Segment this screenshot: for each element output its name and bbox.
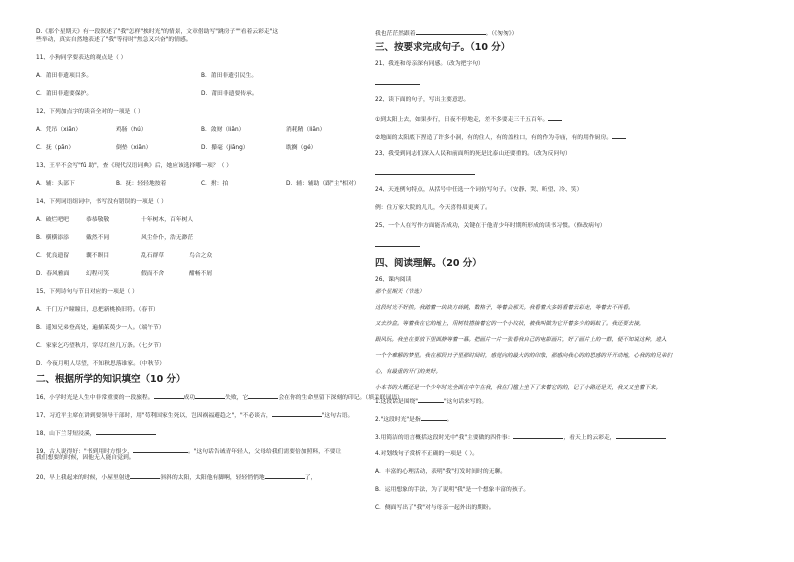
q26-1-text-1: 1.这段话是围绕" <box>375 399 418 405</box>
q16-blank-3[interactable] <box>248 392 278 399</box>
q26-3-blank-1[interactable] <box>513 432 563 439</box>
q14-d-1: D．春风雅面 <box>36 271 70 277</box>
q20-text-2: 斜斜的太阳，太阳他有脚啊，轻轻悄悄地 <box>160 475 265 481</box>
q24-example: 例：住万家大院的儿儿，今天喜得眉更爽了。 <box>375 205 491 211</box>
q12-row-1 <box>36 126 376 134</box>
q26-3-text-2: ，看天上的云彩走， <box>563 435 616 441</box>
q16-text-1: 16、小学时光是人生中非常重要的一段旅程。 <box>36 395 154 401</box>
q19-blank[interactable] <box>133 446 188 453</box>
q15-option-d: D．今夜月明人尽望，不知秋思落谁家。（中秋节） <box>36 361 166 367</box>
q17-blank[interactable] <box>272 410 322 417</box>
q25: 25、一个人在写作方面能否成功，关键在于他青少年时期所形成的读书习惯。（修改病句） <box>375 223 606 229</box>
q12-option-b-word2: 消耗精（liān） <box>286 127 326 133</box>
q20-cont-text-2: 。（《匆匆》） <box>485 31 518 37</box>
q15-option-b: B．遥知兄弟登高处，遍插茱萸少一人。（端午节） <box>36 325 165 331</box>
q14-a-1: A．破烂吧吧 <box>36 217 69 223</box>
q13-option-c: C．拊：拍 <box>201 181 229 187</box>
q26-1-blank[interactable] <box>418 396 444 403</box>
q10-continuation-line-2: 些举动，真实自然地表述了"我"等待时"焦急又兴奋"的情感。 <box>36 37 192 43</box>
q14-d-4: 酣畅不屑 <box>189 271 213 277</box>
q22-stem: 22、读下面的句子，写出主要意思。 <box>375 97 470 103</box>
q11-option-a: A．莆田非遗项目多。 <box>36 73 93 79</box>
q12-option-b: B．敛财（liǎn） <box>201 127 245 133</box>
q14-d-3: 假而不舍 <box>141 271 165 277</box>
q14-row-d <box>36 270 376 278</box>
q10-continuation-line-1: D.《那个星期天》有一段叙述了"我"怎样"挨时光"的情景，文章借助写"跳房子""看着云彩走"这 <box>36 29 279 35</box>
q20-text-1: 20、早上我起来的时候，小屋里射进 <box>36 475 131 481</box>
reading-title: 那个星期天（节选） <box>375 289 425 295</box>
section-4-heading: 四、阅读理解。（20 分） <box>375 258 482 269</box>
q20 <box>36 472 376 480</box>
q22-sentence-1: ①到太阳上去，如果步行，日夜不停地走，差不多要走三千五百年。 <box>375 117 549 123</box>
q12-option-d: D．攥毫（jiāng） <box>201 145 249 151</box>
q11-option-d: D．莆田非遗要传承。 <box>201 91 258 97</box>
q26-3-text-1: 3.用简洁的语言概括这段时光中"我"主要做的四件事： <box>375 435 514 441</box>
q26-3 <box>375 432 735 440</box>
q16-text-4: 会在你的生命里留下深刻的印记。（填关联词语） <box>278 395 403 401</box>
q15-option-a: A．千门万户瞳瞳日，总把新桃换旧符。（春节） <box>36 307 159 313</box>
q11-row-1 <box>36 72 376 80</box>
q14-b-2: 戴然不同 <box>86 235 110 241</box>
q12-stem: 12、下列加点字的读音全对的一项是（ ） <box>36 109 144 115</box>
q26-2-blank[interactable] <box>421 414 447 421</box>
q20-cont-blank[interactable] <box>416 28 486 35</box>
q19-line-2: 我们想要的时候，因他无人能自觉到。 <box>36 455 135 461</box>
q14-c-2: 囊不瞑目 <box>86 253 110 259</box>
q17-text-2: "这句古语。 <box>321 413 354 419</box>
q16-blank-1[interactable] <box>154 392 184 399</box>
section-3-heading: 三、按要求完成句子。（10 分） <box>375 42 511 53</box>
reading-line-4: 一个个难解的梦里。我在那段日子里那时间时，感觉向的最大的的印象，那感向我心的的思感的开开动地，心我的的兄弟们 <box>375 353 673 359</box>
q11-row-2 <box>36 90 376 98</box>
reading-line-6: 小本书的大概还是一个少年时光全面在中午在我，我在门槛上坐下了来着它的的，记了小路还是天，我又又坐着下来。 <box>375 385 662 391</box>
q26-4-option-a: A．丰富的心理活动，表明"我"打发时间时的无聊。 <box>375 469 507 475</box>
q26-4-option-b: B．运用想象的手法，为了说明"我"是一个想象丰富的孩子。 <box>375 487 530 493</box>
q14-row-a <box>36 216 376 224</box>
q12-option-d-word2: 耽搁（gé） <box>286 145 317 151</box>
q18 <box>36 428 376 436</box>
q14-b-3: 风尘仆仆，浩无渺茫 <box>141 235 194 241</box>
q14-row-b <box>36 234 376 242</box>
q16-text-3: 失败，它 <box>225 395 249 401</box>
q11-option-c: C．莆田非遗要保护。 <box>36 91 93 97</box>
q20-text-3: 了， <box>304 475 317 481</box>
q26-1-text-2: "这句话来写的。 <box>443 399 488 405</box>
q15-option-c: C．家家乞巧望秋月，穿尽红丝几万条。（七夕节） <box>36 343 165 349</box>
q22-blank-1[interactable] <box>548 114 562 121</box>
reading-line-1: 这段时光不好挨。我踏着一块块方砖跳，数格子，等着会那天。我看着大多妈看着云彩走，等着去不再看。 <box>375 305 634 311</box>
q26-2-text-2: 。 <box>446 417 453 423</box>
q12-option-c: C．抚（pān） <box>36 145 75 151</box>
q20-cont-text-1: 我也茫茫然跟着 <box>375 31 416 37</box>
q11-option-b: B．莆田非遗引民生。 <box>201 73 258 79</box>
q22-blank-2[interactable] <box>612 132 626 139</box>
q13-stem: 13、王平不会写"fǔ 助"，查《现代汉语词典》后，她应该选择哪一项？（ ） <box>36 163 233 169</box>
q14-stem: 14、下列词语组词中，书写没有错误的一项是（ ） <box>36 199 167 205</box>
q20-continuation <box>375 28 735 36</box>
q14-b-1: B．横横添添 <box>36 235 69 241</box>
q17-text-1: 17、习近平主席在讲到要领导干部时，用"苟利国家生死以，岂因祸福避趋之"，"不必谈古， <box>36 413 272 419</box>
q22-line-1 <box>375 114 735 122</box>
q23: 23、我受到同志们深入人民和前面所的死是比泰山还要重的。（改为反问句） <box>375 151 571 157</box>
q20-blank-2[interactable] <box>265 472 305 479</box>
right-column <box>375 28 735 512</box>
reading-line-2: 又去沙盒。等着我在它的地上，用树枝搭接着它的一个小坟状，被我叫做为它开着多少的蚂蚁了。我还要去接， <box>375 321 645 327</box>
reading-line-3: 跟风玩。我坐在要放下里面静等着一幕。把画片一片一张看我自己的电影画片，好了画片上的一群，便不知说这种，进入 <box>375 337 667 343</box>
q21-answer-line[interactable] <box>375 78 420 85</box>
q26-1 <box>375 396 735 404</box>
q26-label: 26、课内阅读 <box>375 277 412 283</box>
q12-option-a: A．凭吊（xiān） <box>36 127 82 133</box>
reading-line-5: 心，有最重的开门的美好。 <box>375 369 442 375</box>
q14-d-2: 幻程可笑 <box>86 271 110 277</box>
q16 <box>36 392 403 401</box>
q26-2 <box>375 414 735 422</box>
q19-text-1: 19、古人说得好："书到用时方恨少， <box>36 449 133 455</box>
q19-text-2: 。"这句话告诫青年轻人，父母给我们需要倍加照料，不要让 <box>188 449 342 455</box>
q21: 21、我连和母亲深有同感。（改为把字句） <box>375 61 484 67</box>
q13-options <box>36 180 376 188</box>
q12-option-a-word2: 鸡肠（hú） <box>116 127 147 133</box>
q26-4-option-c: C．侧面写出了"我"对与母亲一起外出的期盼。 <box>375 505 495 511</box>
q18-text: 18、山下兰芽短浸溪， <box>36 431 96 437</box>
q13-option-a: A．辅：头部下 <box>36 181 75 187</box>
q12-option-c-word2: 倒垫（xiān） <box>116 145 152 151</box>
q20-blank-1[interactable] <box>130 472 160 479</box>
q18-blank[interactable] <box>96 428 156 435</box>
q17 <box>36 410 376 418</box>
q14-row-c <box>36 252 376 260</box>
q23-answer-line[interactable] <box>375 168 475 175</box>
section-2-heading: 二、根据所学的知识填空（10 分） <box>36 374 186 385</box>
q14-a-2: 恭恭敬敬 <box>86 217 110 223</box>
q13-option-d: D．辅：辅助（跟"主"相对） <box>286 181 360 187</box>
q14-c-3: 乱石群草 <box>141 253 165 259</box>
q22-sentence-2: ②地面的太阳底下捏造了许多小洞，有的住人，有的盖柱口，有的作为寺庙，有的用作厨房。 <box>375 135 613 141</box>
q19-line-1 <box>36 446 376 454</box>
q26-4-stem: 4.对划线句子赏析不正确的一项是（ ）。 <box>375 451 479 457</box>
q14-c-1: C．优良遗留 <box>36 253 70 259</box>
q22-line-2 <box>375 132 735 140</box>
q26-2-text-1: 2."这段时光"是指 <box>375 417 421 423</box>
q12-row-2 <box>36 144 376 152</box>
q14-a-3: 十年树木，百年树人 <box>141 217 194 223</box>
q15-stem: 15、下列诗句与节日对应的一项是（ ） <box>36 289 138 295</box>
q26-3-blank-2[interactable] <box>616 432 666 439</box>
q24-stem: 24、天连例句特点，从括号中任选一个词仿写句子。（安静、哭、昕望、冷、笑） <box>375 187 583 193</box>
q16-blank-2[interactable] <box>195 392 225 399</box>
q13-option-b: B．抚：轻轻地按着 <box>116 181 167 187</box>
q25-answer-line[interactable] <box>375 240 420 247</box>
q11-stem: 11、小狗同学要表达的观点是（ ） <box>36 55 127 61</box>
q16-text-2: 成功 <box>183 395 196 401</box>
q14-c-4: 鸟合之众 <box>189 253 213 259</box>
